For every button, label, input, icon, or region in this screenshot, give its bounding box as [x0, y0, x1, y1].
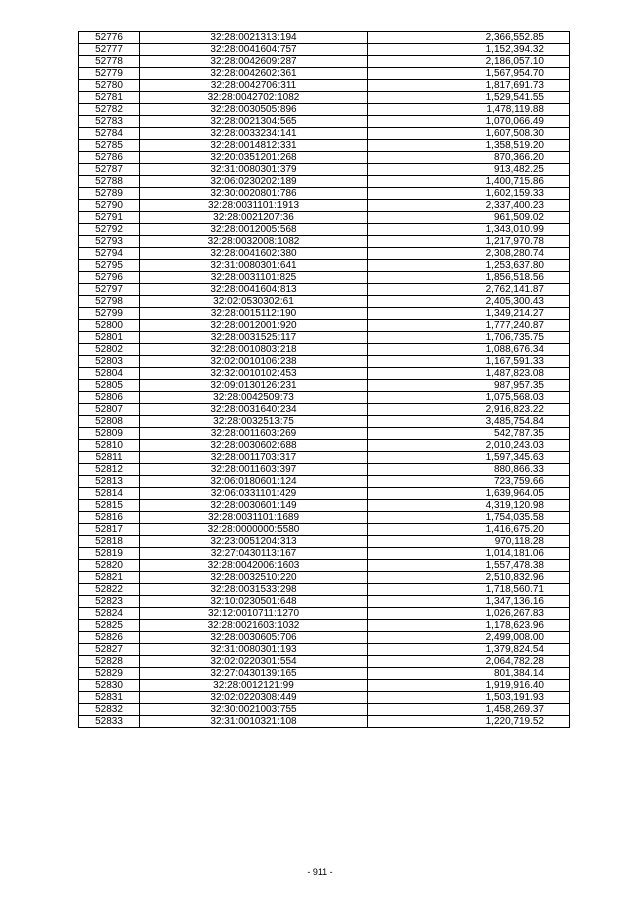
row-number-cell: 52781 — [79, 92, 140, 104]
cadastral-number-cell: 32:28:0031525:117 — [140, 332, 368, 344]
table-row — [79, 272, 570, 284]
table-row — [79, 584, 570, 596]
value-amount-cell: 542,787.35 — [368, 428, 570, 440]
value-amount-cell: 1,602,159.33 — [368, 188, 570, 200]
table-row — [79, 308, 570, 320]
cadastral-number-cell: 32:28:0000000:5580 — [140, 524, 368, 536]
table-row — [79, 464, 570, 476]
row-number-cell: 52832 — [79, 704, 140, 716]
value-amount-cell: 1,070,066.49 — [368, 116, 570, 128]
table-row — [79, 320, 570, 332]
row-number-cell: 52822 — [79, 584, 140, 596]
table-row — [79, 716, 570, 728]
row-number-cell: 52814 — [79, 488, 140, 500]
row-number-cell: 52797 — [79, 284, 140, 296]
page-number: - 911 - — [307, 867, 333, 877]
value-amount-cell: 1,075,568.03 — [368, 392, 570, 404]
row-number-cell: 52823 — [79, 596, 140, 608]
table-row — [79, 380, 570, 392]
table-row — [79, 92, 570, 104]
cadastral-number-cell: 32:28:0042006:1603 — [140, 560, 368, 572]
cadastral-number-cell: 32:28:0015112:190 — [140, 308, 368, 320]
table-row — [79, 140, 570, 152]
value-amount-cell: 970,118.28 — [368, 536, 570, 548]
table-row — [79, 680, 570, 692]
table-row — [79, 536, 570, 548]
row-number-cell: 52778 — [79, 56, 140, 68]
table-row — [79, 560, 570, 572]
table-row — [79, 248, 570, 260]
cadastral-number-cell: 32:31:0080301:193 — [140, 644, 368, 656]
value-amount-cell: 1,220,719.52 — [368, 716, 570, 728]
cadastral-number-cell: 32:32:0010102:453 — [140, 368, 368, 380]
row-number-cell: 52811 — [79, 452, 140, 464]
value-amount-cell: 1,718,560.71 — [368, 584, 570, 596]
row-number-cell: 52810 — [79, 440, 140, 452]
value-amount-cell: 1,639,964.05 — [368, 488, 570, 500]
row-number-cell: 52809 — [79, 428, 140, 440]
table-row — [79, 32, 570, 44]
table-row — [79, 188, 570, 200]
value-amount-cell: 1,167,591.33 — [368, 356, 570, 368]
value-amount-cell: 2,510,832.96 — [368, 572, 570, 584]
value-amount-cell: 1,557,478.38 — [368, 560, 570, 572]
value-amount-cell: 913,482.25 — [368, 164, 570, 176]
value-amount-cell: 1,503,191.93 — [368, 692, 570, 704]
table-row — [79, 56, 570, 68]
table-body — [79, 32, 570, 728]
row-number-cell: 52794 — [79, 248, 140, 260]
table-row — [79, 176, 570, 188]
value-amount-cell: 1,026,267.83 — [368, 608, 570, 620]
row-number-cell: 52819 — [79, 548, 140, 560]
table-row — [79, 104, 570, 116]
row-number-cell: 52802 — [79, 344, 140, 356]
cadastral-number-cell: 32:28:0012001:920 — [140, 320, 368, 332]
value-amount-cell: 2,499,008.00 — [368, 632, 570, 644]
row-number-cell: 52788 — [79, 176, 140, 188]
row-number-cell: 52818 — [79, 536, 140, 548]
cadastral-number-cell: 32:02:0530302:61 — [140, 296, 368, 308]
cadastral-number-cell: 32:31:0080301:379 — [140, 164, 368, 176]
value-amount-cell: 1,487,823.08 — [368, 368, 570, 380]
row-number-cell: 52817 — [79, 524, 140, 536]
table-row — [79, 488, 570, 500]
row-number-cell: 52805 — [79, 380, 140, 392]
value-amount-cell: 1,416,675.20 — [368, 524, 570, 536]
value-amount-cell: 880,866.33 — [368, 464, 570, 476]
value-amount-cell: 1,152,394.32 — [368, 44, 570, 56]
table-row — [79, 416, 570, 428]
value-amount-cell: 1,817,691.73 — [368, 80, 570, 92]
cadastral-number-cell: 32:28:0041604:757 — [140, 44, 368, 56]
cadastral-value-table — [78, 31, 570, 728]
value-amount-cell: 2,916,823.22 — [368, 404, 570, 416]
value-amount-cell: 1,217,970.78 — [368, 236, 570, 248]
row-number-cell: 52812 — [79, 464, 140, 476]
row-number-cell: 52784 — [79, 128, 140, 140]
table-row — [79, 596, 570, 608]
table-row — [79, 548, 570, 560]
table-row — [79, 296, 570, 308]
row-number-cell: 52780 — [79, 80, 140, 92]
cadastral-number-cell: 32:28:0030602:688 — [140, 440, 368, 452]
value-amount-cell: 1,607,508.30 — [368, 128, 570, 140]
row-number-cell: 52785 — [79, 140, 140, 152]
row-number-cell: 52796 — [79, 272, 140, 284]
row-number-cell: 52828 — [79, 656, 140, 668]
row-number-cell: 52782 — [79, 104, 140, 116]
cadastral-number-cell: 32:28:0031640:234 — [140, 404, 368, 416]
row-number-cell: 52830 — [79, 680, 140, 692]
row-number-cell: 52787 — [79, 164, 140, 176]
cadastral-number-cell: 32:28:0041602:380 — [140, 248, 368, 260]
table-row — [79, 524, 570, 536]
value-amount-cell: 1,597,345.63 — [368, 452, 570, 464]
value-amount-cell: 987,957.35 — [368, 380, 570, 392]
value-amount-cell: 3,485,754.84 — [368, 416, 570, 428]
cadastral-number-cell: 32:02:0220301:554 — [140, 656, 368, 668]
cadastral-number-cell: 32:28:0031533:298 — [140, 584, 368, 596]
cadastral-number-cell: 32:28:0032510:220 — [140, 572, 368, 584]
table-row — [79, 80, 570, 92]
table-row — [79, 356, 570, 368]
cadastral-number-cell: 32:28:0031101:1913 — [140, 200, 368, 212]
cadastral-number-cell: 32:28:0010803:218 — [140, 344, 368, 356]
row-number-cell: 52792 — [79, 224, 140, 236]
value-amount-cell: 1,529,541.55 — [368, 92, 570, 104]
table-row — [79, 620, 570, 632]
row-number-cell: 52804 — [79, 368, 140, 380]
cadastral-number-cell: 32:28:0032513:75 — [140, 416, 368, 428]
row-number-cell: 52803 — [79, 356, 140, 368]
value-amount-cell: 801,384.14 — [368, 668, 570, 680]
cadastral-number-cell: 32:28:0042602:361 — [140, 68, 368, 80]
row-number-cell: 52816 — [79, 512, 140, 524]
cadastral-number-cell: 32:28:0021304:565 — [140, 116, 368, 128]
table-row — [79, 68, 570, 80]
value-amount-cell: 961,509.02 — [368, 212, 570, 224]
value-amount-cell: 1,014,181.06 — [368, 548, 570, 560]
table-row — [79, 404, 570, 416]
cadastral-number-cell: 32:23:0051204:313 — [140, 536, 368, 548]
value-amount-cell: 1,919,916.40 — [368, 680, 570, 692]
value-amount-cell: 1,478,119.88 — [368, 104, 570, 116]
table-row — [79, 224, 570, 236]
row-number-cell: 52833 — [79, 716, 140, 728]
table-row — [79, 260, 570, 272]
value-amount-cell: 1,754,035.58 — [368, 512, 570, 524]
value-amount-cell: 870,366.20 — [368, 152, 570, 164]
table-row — [79, 692, 570, 704]
cadastral-number-cell: 32:28:0021207:36 — [140, 212, 368, 224]
table-row — [79, 116, 570, 128]
value-amount-cell: 1,349,214.27 — [368, 308, 570, 320]
value-amount-cell: 1,777,240.87 — [368, 320, 570, 332]
cadastral-number-cell: 32:28:0041604:813 — [140, 284, 368, 296]
row-number-cell: 52790 — [79, 200, 140, 212]
cadastral-number-cell: 32:10:0230501:648 — [140, 596, 368, 608]
value-amount-cell: 1,706,735.75 — [368, 332, 570, 344]
table-row — [79, 164, 570, 176]
cadastral-number-cell: 32:28:0012121:99 — [140, 680, 368, 692]
row-number-cell: 52824 — [79, 608, 140, 620]
table-row — [79, 428, 570, 440]
value-amount-cell: 1,358,519.20 — [368, 140, 570, 152]
value-amount-cell: 2,366,552.85 — [368, 32, 570, 44]
table-row — [79, 152, 570, 164]
value-amount-cell: 1,347,136.16 — [368, 596, 570, 608]
table-row — [79, 368, 570, 380]
value-amount-cell: 2,064,782.28 — [368, 656, 570, 668]
table-row — [79, 212, 570, 224]
value-amount-cell: 1,567,954.70 — [368, 68, 570, 80]
cadastral-number-cell: 32:31:0080301:641 — [140, 260, 368, 272]
cadastral-number-cell: 32:30:0020801:786 — [140, 188, 368, 200]
value-amount-cell: 1,178,623.96 — [368, 620, 570, 632]
cadastral-number-cell: 32:02:0010106:238 — [140, 356, 368, 368]
row-number-cell: 52827 — [79, 644, 140, 656]
table-row — [79, 644, 570, 656]
row-number-cell: 52799 — [79, 308, 140, 320]
cadastral-number-cell: 32:28:0021313:194 — [140, 32, 368, 44]
value-amount-cell: 1,379,824.54 — [368, 644, 570, 656]
cadastral-number-cell: 32:28:0012005:568 — [140, 224, 368, 236]
cadastral-number-cell: 32:28:0030605:706 — [140, 632, 368, 644]
table-row — [79, 332, 570, 344]
value-amount-cell: 1,400,715.86 — [368, 176, 570, 188]
cadastral-number-cell: 32:20:0351201:268 — [140, 152, 368, 164]
cadastral-number-cell: 32:09:0130126:231 — [140, 380, 368, 392]
value-amount-cell: 1,458,269.37 — [368, 704, 570, 716]
row-number-cell: 52789 — [79, 188, 140, 200]
row-number-cell: 52825 — [79, 620, 140, 632]
value-amount-cell: 4,319,120.98 — [368, 500, 570, 512]
table-row — [79, 452, 570, 464]
cadastral-number-cell: 32:06:0230202:189 — [140, 176, 368, 188]
row-number-cell: 52783 — [79, 116, 140, 128]
cadastral-number-cell: 32:28:0030505:896 — [140, 104, 368, 116]
cadastral-number-cell: 32:06:0331101:429 — [140, 488, 368, 500]
row-number-cell: 52826 — [79, 632, 140, 644]
table-row — [79, 128, 570, 140]
table-row — [79, 236, 570, 248]
table-row — [79, 476, 570, 488]
table-row — [79, 284, 570, 296]
value-amount-cell: 1,343,010.99 — [368, 224, 570, 236]
row-number-cell: 52800 — [79, 320, 140, 332]
table-row — [79, 632, 570, 644]
value-amount-cell: 2,010,243.03 — [368, 440, 570, 452]
table-row — [79, 344, 570, 356]
row-number-cell: 52806 — [79, 392, 140, 404]
table-row — [79, 668, 570, 680]
value-amount-cell: 2,186,057.10 — [368, 56, 570, 68]
table-row — [79, 704, 570, 716]
value-amount-cell: 2,337,400.23 — [368, 200, 570, 212]
row-number-cell: 52795 — [79, 260, 140, 272]
row-number-cell: 52776 — [79, 32, 140, 44]
cadastral-number-cell: 32:31:0010321:108 — [140, 716, 368, 728]
row-number-cell: 52808 — [79, 416, 140, 428]
value-amount-cell: 723,759.66 — [368, 476, 570, 488]
row-number-cell: 52807 — [79, 404, 140, 416]
cadastral-number-cell: 32:12:0010711:1270 — [140, 608, 368, 620]
row-number-cell: 52801 — [79, 332, 140, 344]
table-row — [79, 608, 570, 620]
table-row — [79, 392, 570, 404]
row-number-cell: 52793 — [79, 236, 140, 248]
table-row — [79, 500, 570, 512]
cadastral-number-cell: 32:28:0030601:149 — [140, 500, 368, 512]
table-row — [79, 44, 570, 56]
value-amount-cell: 1,856,518.56 — [368, 272, 570, 284]
row-number-cell: 52777 — [79, 44, 140, 56]
cadastral-number-cell: 32:06:0180601:124 — [140, 476, 368, 488]
table-row — [79, 572, 570, 584]
cadastral-number-cell: 32:28:0011603:269 — [140, 428, 368, 440]
row-number-cell: 52815 — [79, 500, 140, 512]
row-number-cell: 52786 — [79, 152, 140, 164]
row-number-cell: 52798 — [79, 296, 140, 308]
row-number-cell: 52821 — [79, 572, 140, 584]
cadastral-number-cell: 32:28:0032008:1082 — [140, 236, 368, 248]
cadastral-number-cell: 32:28:0033234:141 — [140, 128, 368, 140]
value-amount-cell: 1,088,676.34 — [368, 344, 570, 356]
cadastral-number-cell: 32:02:0220308:449 — [140, 692, 368, 704]
cadastral-number-cell: 32:28:0014812:331 — [140, 140, 368, 152]
table-row — [79, 656, 570, 668]
cadastral-number-cell: 32:30:0021003:755 — [140, 704, 368, 716]
row-number-cell: 52813 — [79, 476, 140, 488]
row-number-cell: 52829 — [79, 668, 140, 680]
row-number-cell: 52831 — [79, 692, 140, 704]
cadastral-number-cell: 32:28:0031101:825 — [140, 272, 368, 284]
value-amount-cell: 2,405,300.43 — [368, 296, 570, 308]
table-row — [79, 512, 570, 524]
cadastral-number-cell: 32:27:0430113:167 — [140, 548, 368, 560]
table-row — [79, 200, 570, 212]
cadastral-number-cell: 32:28:0011703:317 — [140, 452, 368, 464]
row-number-cell: 52791 — [79, 212, 140, 224]
cadastral-number-cell: 32:28:0042509:73 — [140, 392, 368, 404]
table-row — [79, 440, 570, 452]
value-amount-cell: 1,253,637.80 — [368, 260, 570, 272]
cadastral-number-cell: 32:28:0042609:287 — [140, 56, 368, 68]
cadastral-number-cell: 32:28:0031101:1689 — [140, 512, 368, 524]
cadastral-number-cell: 32:28:0042702:1082 — [140, 92, 368, 104]
cadastral-number-cell: 32:28:0011603:397 — [140, 464, 368, 476]
cadastral-number-cell: 32:27:0430139:165 — [140, 668, 368, 680]
row-number-cell: 52820 — [79, 560, 140, 572]
row-number-cell: 52779 — [79, 68, 140, 80]
cadastral-number-cell: 32:28:0042706:311 — [140, 80, 368, 92]
value-amount-cell: 2,308,280.74 — [368, 248, 570, 260]
cadastral-number-cell: 32:28:0021603:1032 — [140, 620, 368, 632]
value-amount-cell: 2,762,141.87 — [368, 284, 570, 296]
